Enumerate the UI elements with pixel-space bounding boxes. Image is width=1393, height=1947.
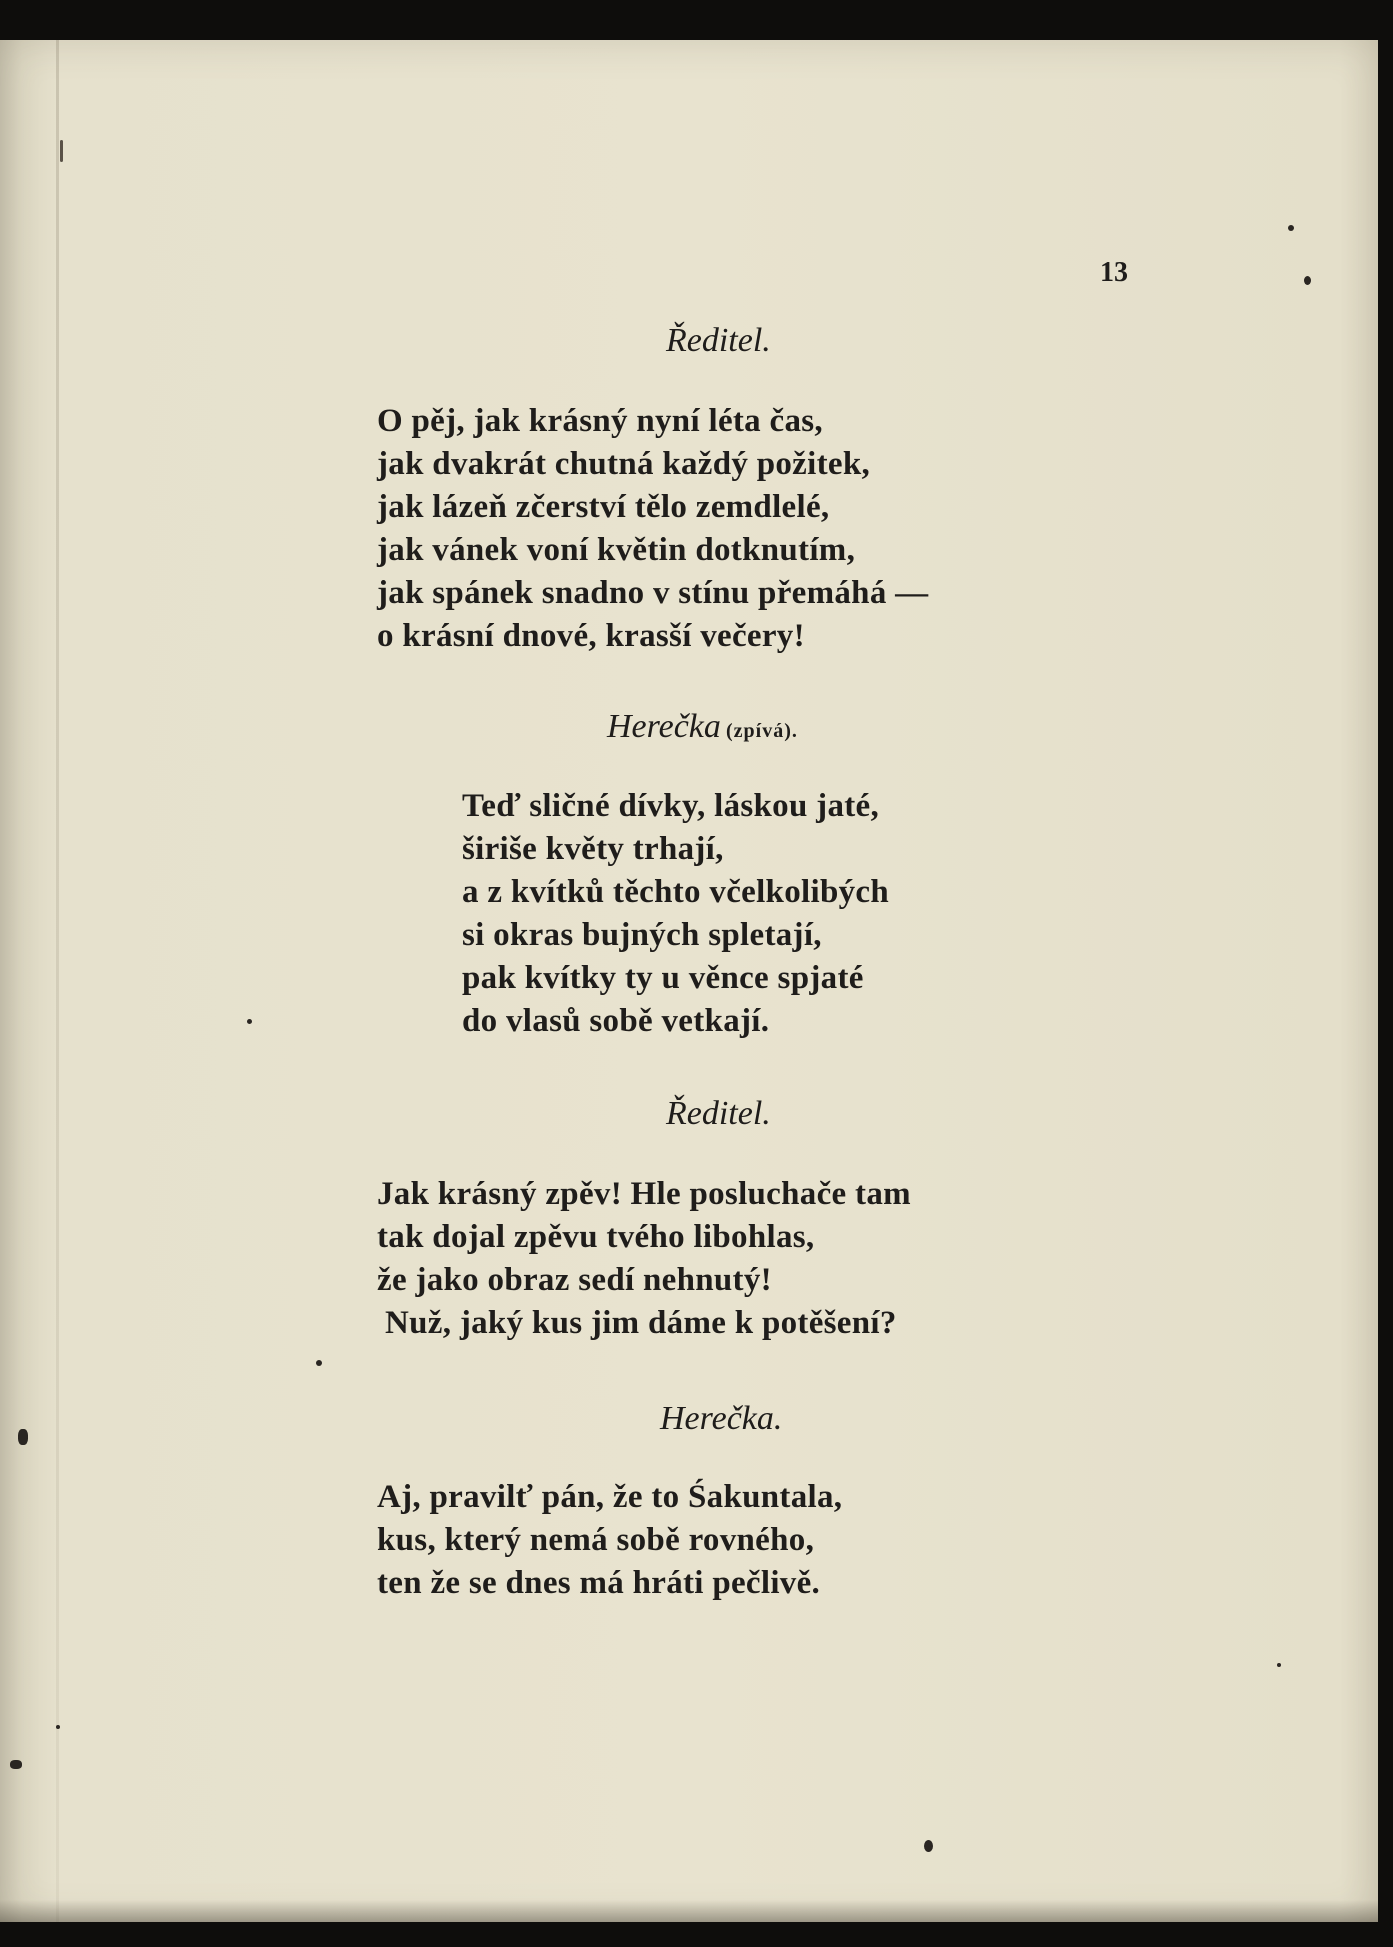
verse-line: Jak krásný zpěv! Hle posluchače tam xyxy=(377,1176,911,1212)
verse-line: Nuž, jaký kus jim dáme k potěšení? xyxy=(385,1305,897,1341)
speaker-heading-line xyxy=(607,708,798,746)
verse-line: a z kvítků těchto včelkolibých xyxy=(462,874,889,910)
verse-line: si okras bujných spletají, xyxy=(462,917,822,953)
page-bottom-shadow xyxy=(0,1900,1380,1922)
verse-line: do vlasů sobě vetkají. xyxy=(462,1003,770,1039)
page-gutter xyxy=(56,40,59,1922)
verse-line: kus, který nemá sobě rovného, xyxy=(377,1522,815,1558)
verse-line: o krásní dnové, krasší večery! xyxy=(377,618,805,654)
stage-direction: (zpívá). xyxy=(725,720,798,742)
scan-speck xyxy=(18,1429,28,1445)
verse-line: že jako obraz sedí nehnutý! xyxy=(377,1262,772,1298)
verse-stanza xyxy=(377,1476,842,1605)
verse-line: jak dvakrát chutná každý požitek, xyxy=(377,446,871,482)
verse-stanza xyxy=(462,785,889,1043)
verse-line: tak dojal zpěvu tvého libohlas, xyxy=(377,1219,815,1255)
verse-line: Teď sličné dívky, láskou jaté, xyxy=(462,788,880,824)
right-scan-edge xyxy=(1378,40,1393,1947)
verse-line: jak lázeň zčerství tělo zemdlelé, xyxy=(377,489,830,525)
verse-line: jak vánek voní květin dotknutím, xyxy=(377,532,856,568)
speaker-heading: Herečka. xyxy=(660,1400,783,1437)
page-number: 13 xyxy=(1100,257,1128,288)
scan-speck xyxy=(60,140,63,162)
scan-speck xyxy=(1277,1663,1281,1667)
verse-stanza xyxy=(377,400,929,658)
verse-line: pak kvítky ty u věnce spjaté xyxy=(462,960,864,996)
verse-line: O pěj, jak krásný nyní léta čas, xyxy=(377,403,823,439)
speaker-heading: Ředitel. xyxy=(666,1095,771,1132)
scan-speck xyxy=(1288,225,1294,231)
verse-line: širiše květy trhají, xyxy=(462,831,724,867)
scan-speck xyxy=(10,1760,22,1769)
speaker-heading: Ředitel. xyxy=(666,322,771,359)
scan-speck xyxy=(924,1840,933,1852)
scan-speck xyxy=(316,1360,322,1366)
scan-speck xyxy=(1304,276,1311,285)
verse-stanza xyxy=(377,1173,911,1345)
speaker-heading: Herečka xyxy=(607,708,721,745)
verse-line: ten že se dnes má hráti pečlivě. xyxy=(377,1565,821,1601)
verse-line: jak spánek snadno v stínu přemáhá — xyxy=(377,575,929,611)
scan-speck xyxy=(247,1019,252,1024)
scan-speck xyxy=(56,1725,60,1729)
verse-line: Aj, pravilť pán, že to Śakuntala, xyxy=(377,1479,843,1515)
